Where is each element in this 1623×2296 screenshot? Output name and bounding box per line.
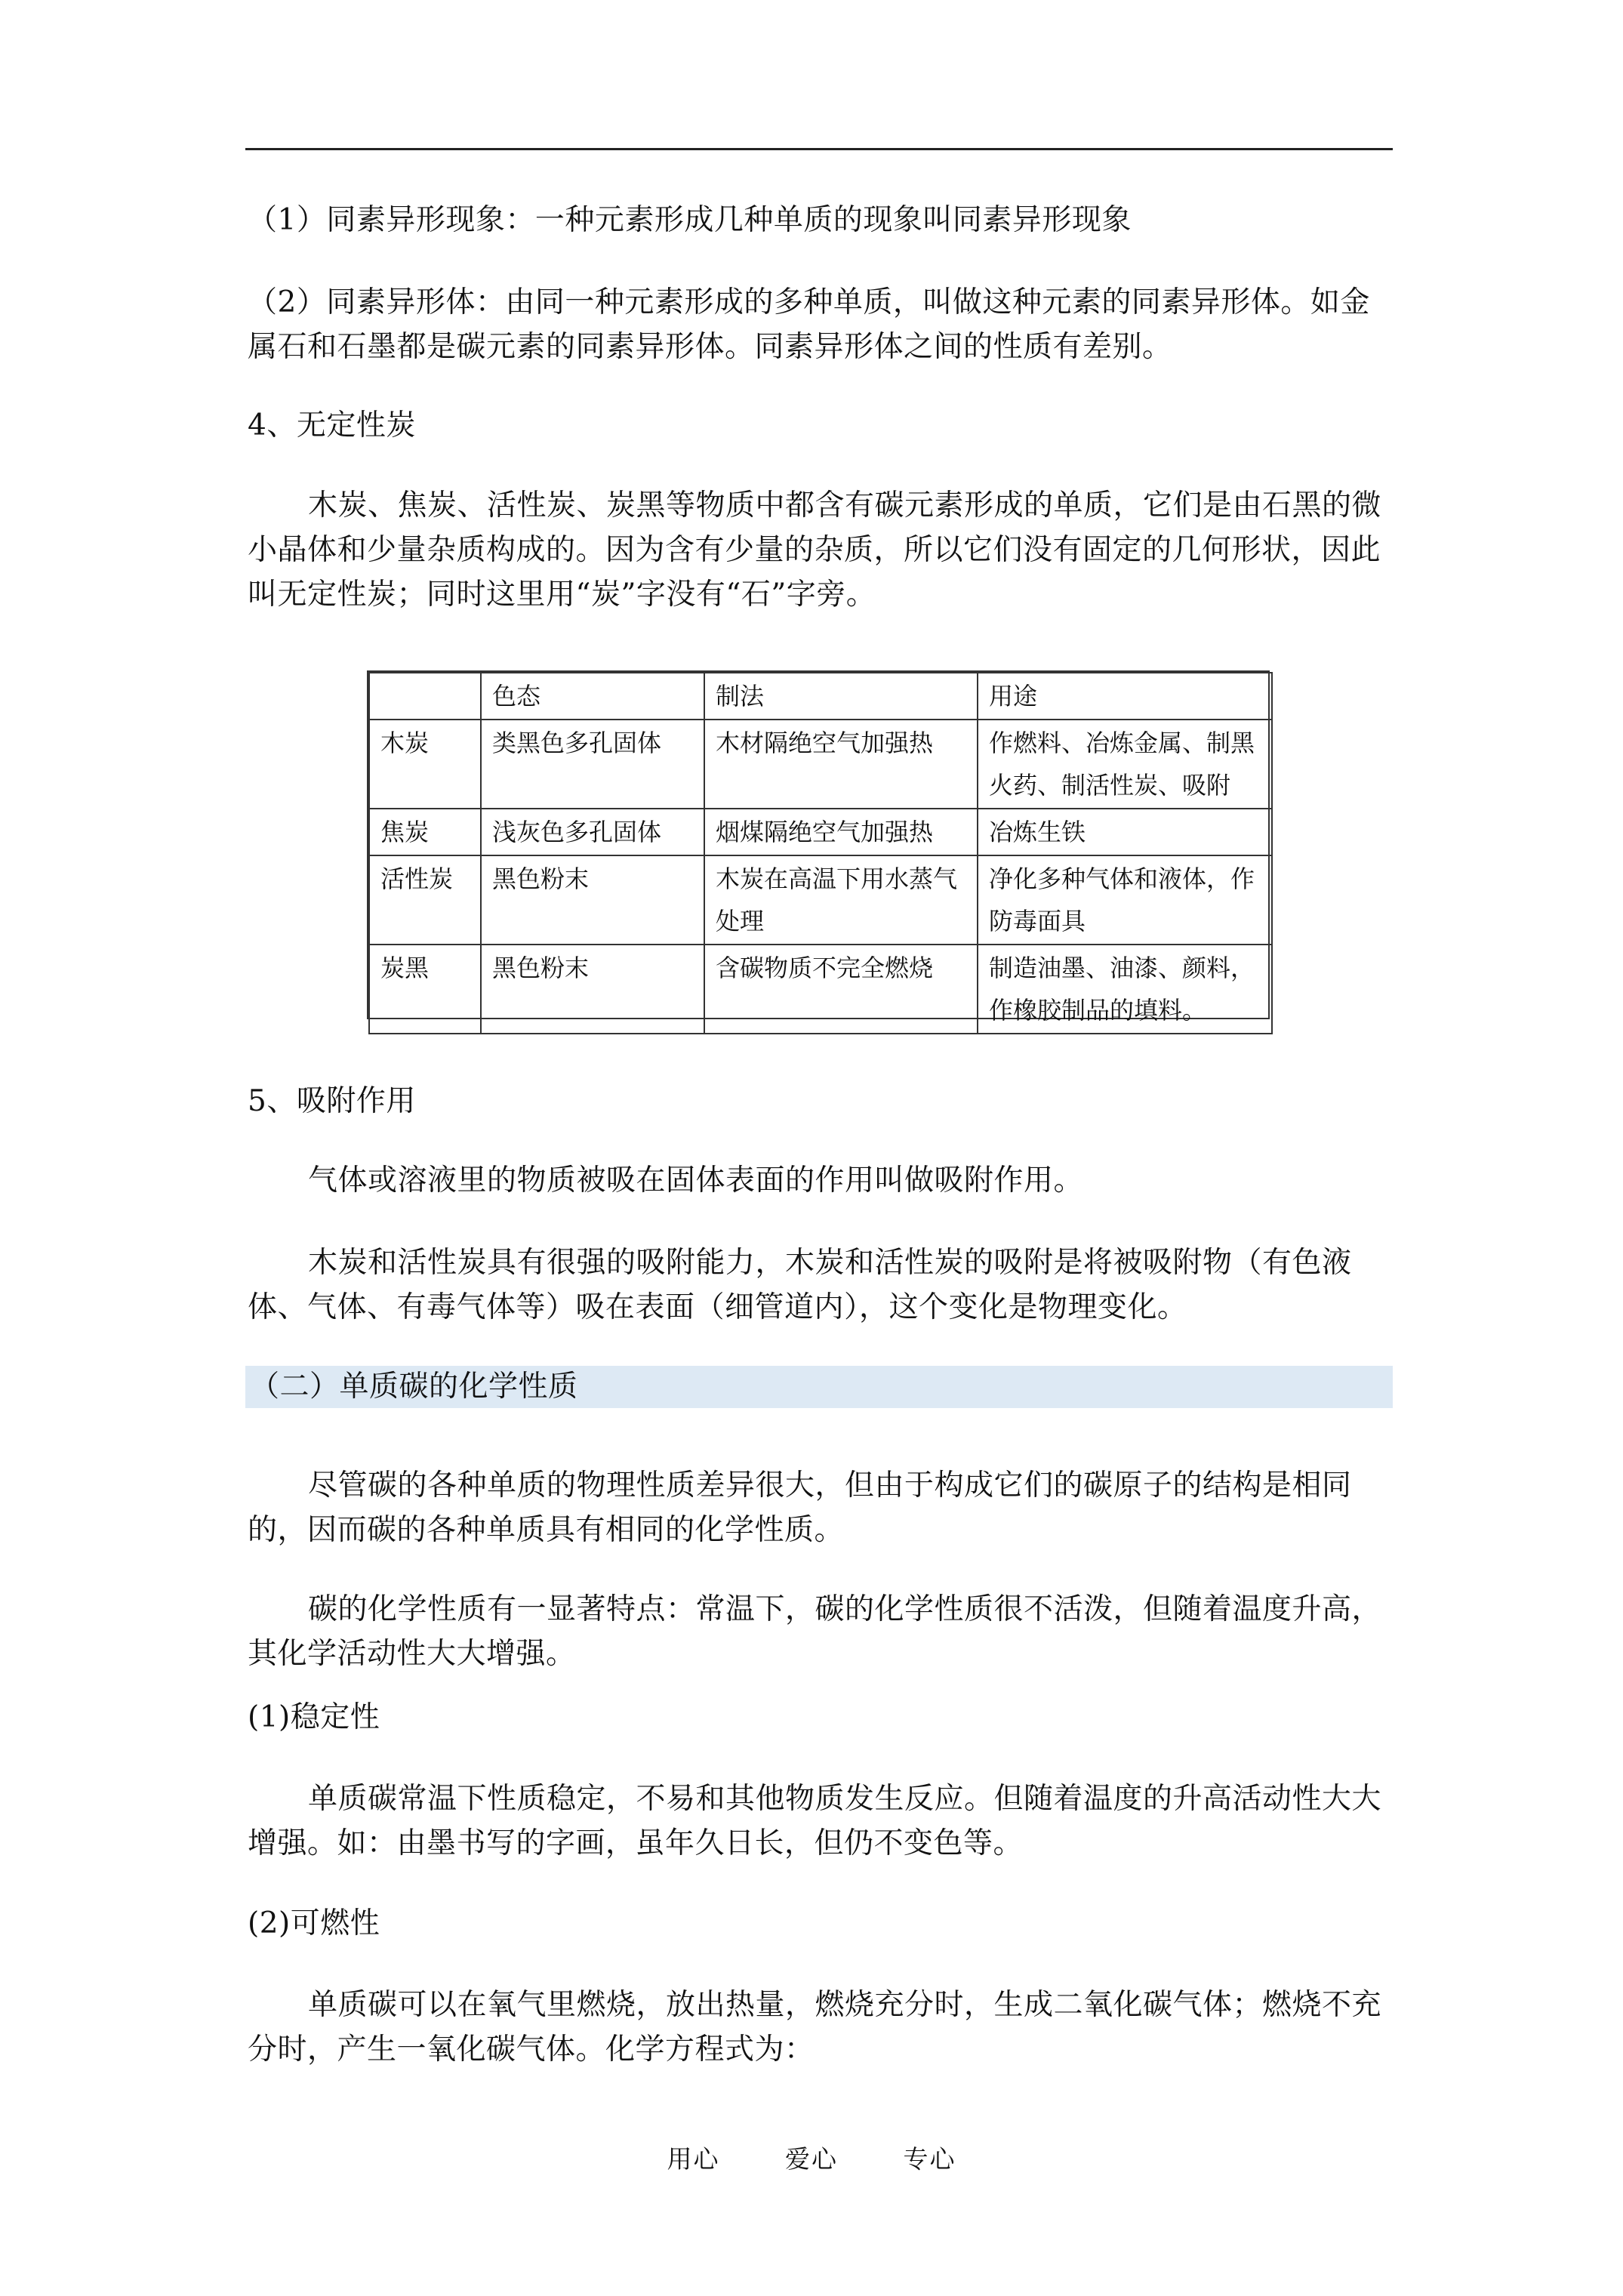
table-cell: 烟煤隔绝空气加强热 — [704, 809, 978, 855]
table-header-cell — [369, 673, 481, 720]
table-cell: 活性炭 — [369, 855, 481, 945]
table-cell: 黑色粉末 — [481, 855, 704, 945]
table-cell: 木炭在高温下用水蒸气处理 — [704, 855, 978, 945]
paragraph-stability: 单质碳常温下性质稳定，不易和其他物质发生反应。但随着温度的升高活动性大大增强。如：由墨书写的字画，虽年久日长，但仍不变色等。 — [248, 1782, 1382, 1860]
table-header-cell: 制法 — [704, 673, 978, 720]
table-cell: 木炭 — [369, 720, 481, 809]
table-cell: 制造油墨、油漆、颜料，作橡胶制品的填料。 — [978, 945, 1272, 1034]
table-row — [369, 945, 1272, 1034]
table-row — [369, 809, 1272, 855]
paragraph-same-chemical-properties: 尽管碳的各种单质的物理性质差异很大，但由于构成它们的碳原子的结构是相同的，因而碳的各种单质具有相同的化学性质。 — [248, 1469, 1352, 1547]
table-cell: 含碳物质不完全燃烧 — [704, 945, 978, 1034]
table-cell: 类黑色多孔固体 — [481, 720, 704, 809]
table-header-cell: 用途 — [978, 673, 1272, 720]
paragraph-adsorption-carbon: 木炭和活性炭具有很强的吸附能力，木炭和活性炭的吸附是将被吸附物（有色液体、气体、有毒气体等）吸在表面（细管道内），这个变化是物理变化。 — [248, 1246, 1352, 1324]
paragraph-amorphous-carbon: 木炭、焦炭、活性炭、炭黑等物质中都含有碳元素形成的单质，它们是由石黑的微小晶体和少量杂质构成的。因为含有少量的杂质，所以它们没有固定的几何形状，因此叫无定性炭；同时这里用“炭”字没有“石”字旁。 — [248, 488, 1382, 612]
table-cell: 冶炼生铁 — [978, 809, 1272, 855]
table-cell: 浅灰色多孔固体 — [481, 809, 704, 855]
table-cell: 炭黑 — [369, 945, 481, 1034]
footer-word: 用心 — [667, 2144, 720, 2174]
heading-combustibility: (2)可燃性 — [248, 1906, 380, 1940]
table-row — [369, 855, 1272, 945]
table-cell: 焦炭 — [369, 809, 481, 855]
footer-word: 爱心 — [785, 2144, 838, 2174]
paragraph-allotrope-definition: （2）同素异形体：由同一种元素形成的多种单质，叫做这种元素的同素异形体。如金属石和石墨都是碳元素的同素异形体。同素异形体之间的性质有差别。 — [248, 285, 1370, 364]
paragraph-allotropy-phenomenon: （1）同素异形现象：一种元素形成几种单质的现象叫同素异形现象 — [248, 203, 1132, 237]
heading-amorphous-carbon: 4、无定性炭 — [248, 408, 416, 442]
table-cell: 黑色粉末 — [481, 945, 704, 1034]
table-header-row — [369, 673, 1272, 720]
table-cell: 作燃料、冶炼金属、制黑火药、制活性炭、吸附 — [978, 720, 1272, 809]
paragraph-chemical-characteristic: 碳的化学性质有一显著特点：常温下，碳的化学性质很不活泼，但随着温度升高，其化学活动性大大增强。 — [248, 1592, 1382, 1671]
paragraph-combustibility: 单质碳可以在氧气里燃烧，放出热量，燃烧充分时，生成二氧化碳气体；燃烧不充分时，产生一氧化碳气体。化学方程式为： — [248, 1988, 1382, 2066]
table-cell: 木材隔绝空气加强热 — [704, 720, 978, 809]
footer-word: 专心 — [903, 2144, 956, 2174]
section-heading-chemical-properties: （二）单质碳的化学性质 — [245, 1366, 1393, 1408]
carbon-forms-table — [367, 670, 1270, 1025]
paragraph-adsorption-definition: 气体或溶液里的物质被吸在固体表面的作用叫做吸附作用。 — [308, 1163, 1084, 1197]
heading-stability: (1)稳定性 — [248, 1700, 380, 1734]
table-header-cell: 色态 — [481, 673, 704, 720]
table-cell: 净化多种气体和液体，作防毒面具 — [978, 855, 1272, 945]
heading-adsorption: 5、吸附作用 — [248, 1084, 416, 1118]
header-rule — [245, 148, 1393, 150]
page-footer — [0, 2143, 1623, 2176]
table-row — [369, 720, 1272, 809]
